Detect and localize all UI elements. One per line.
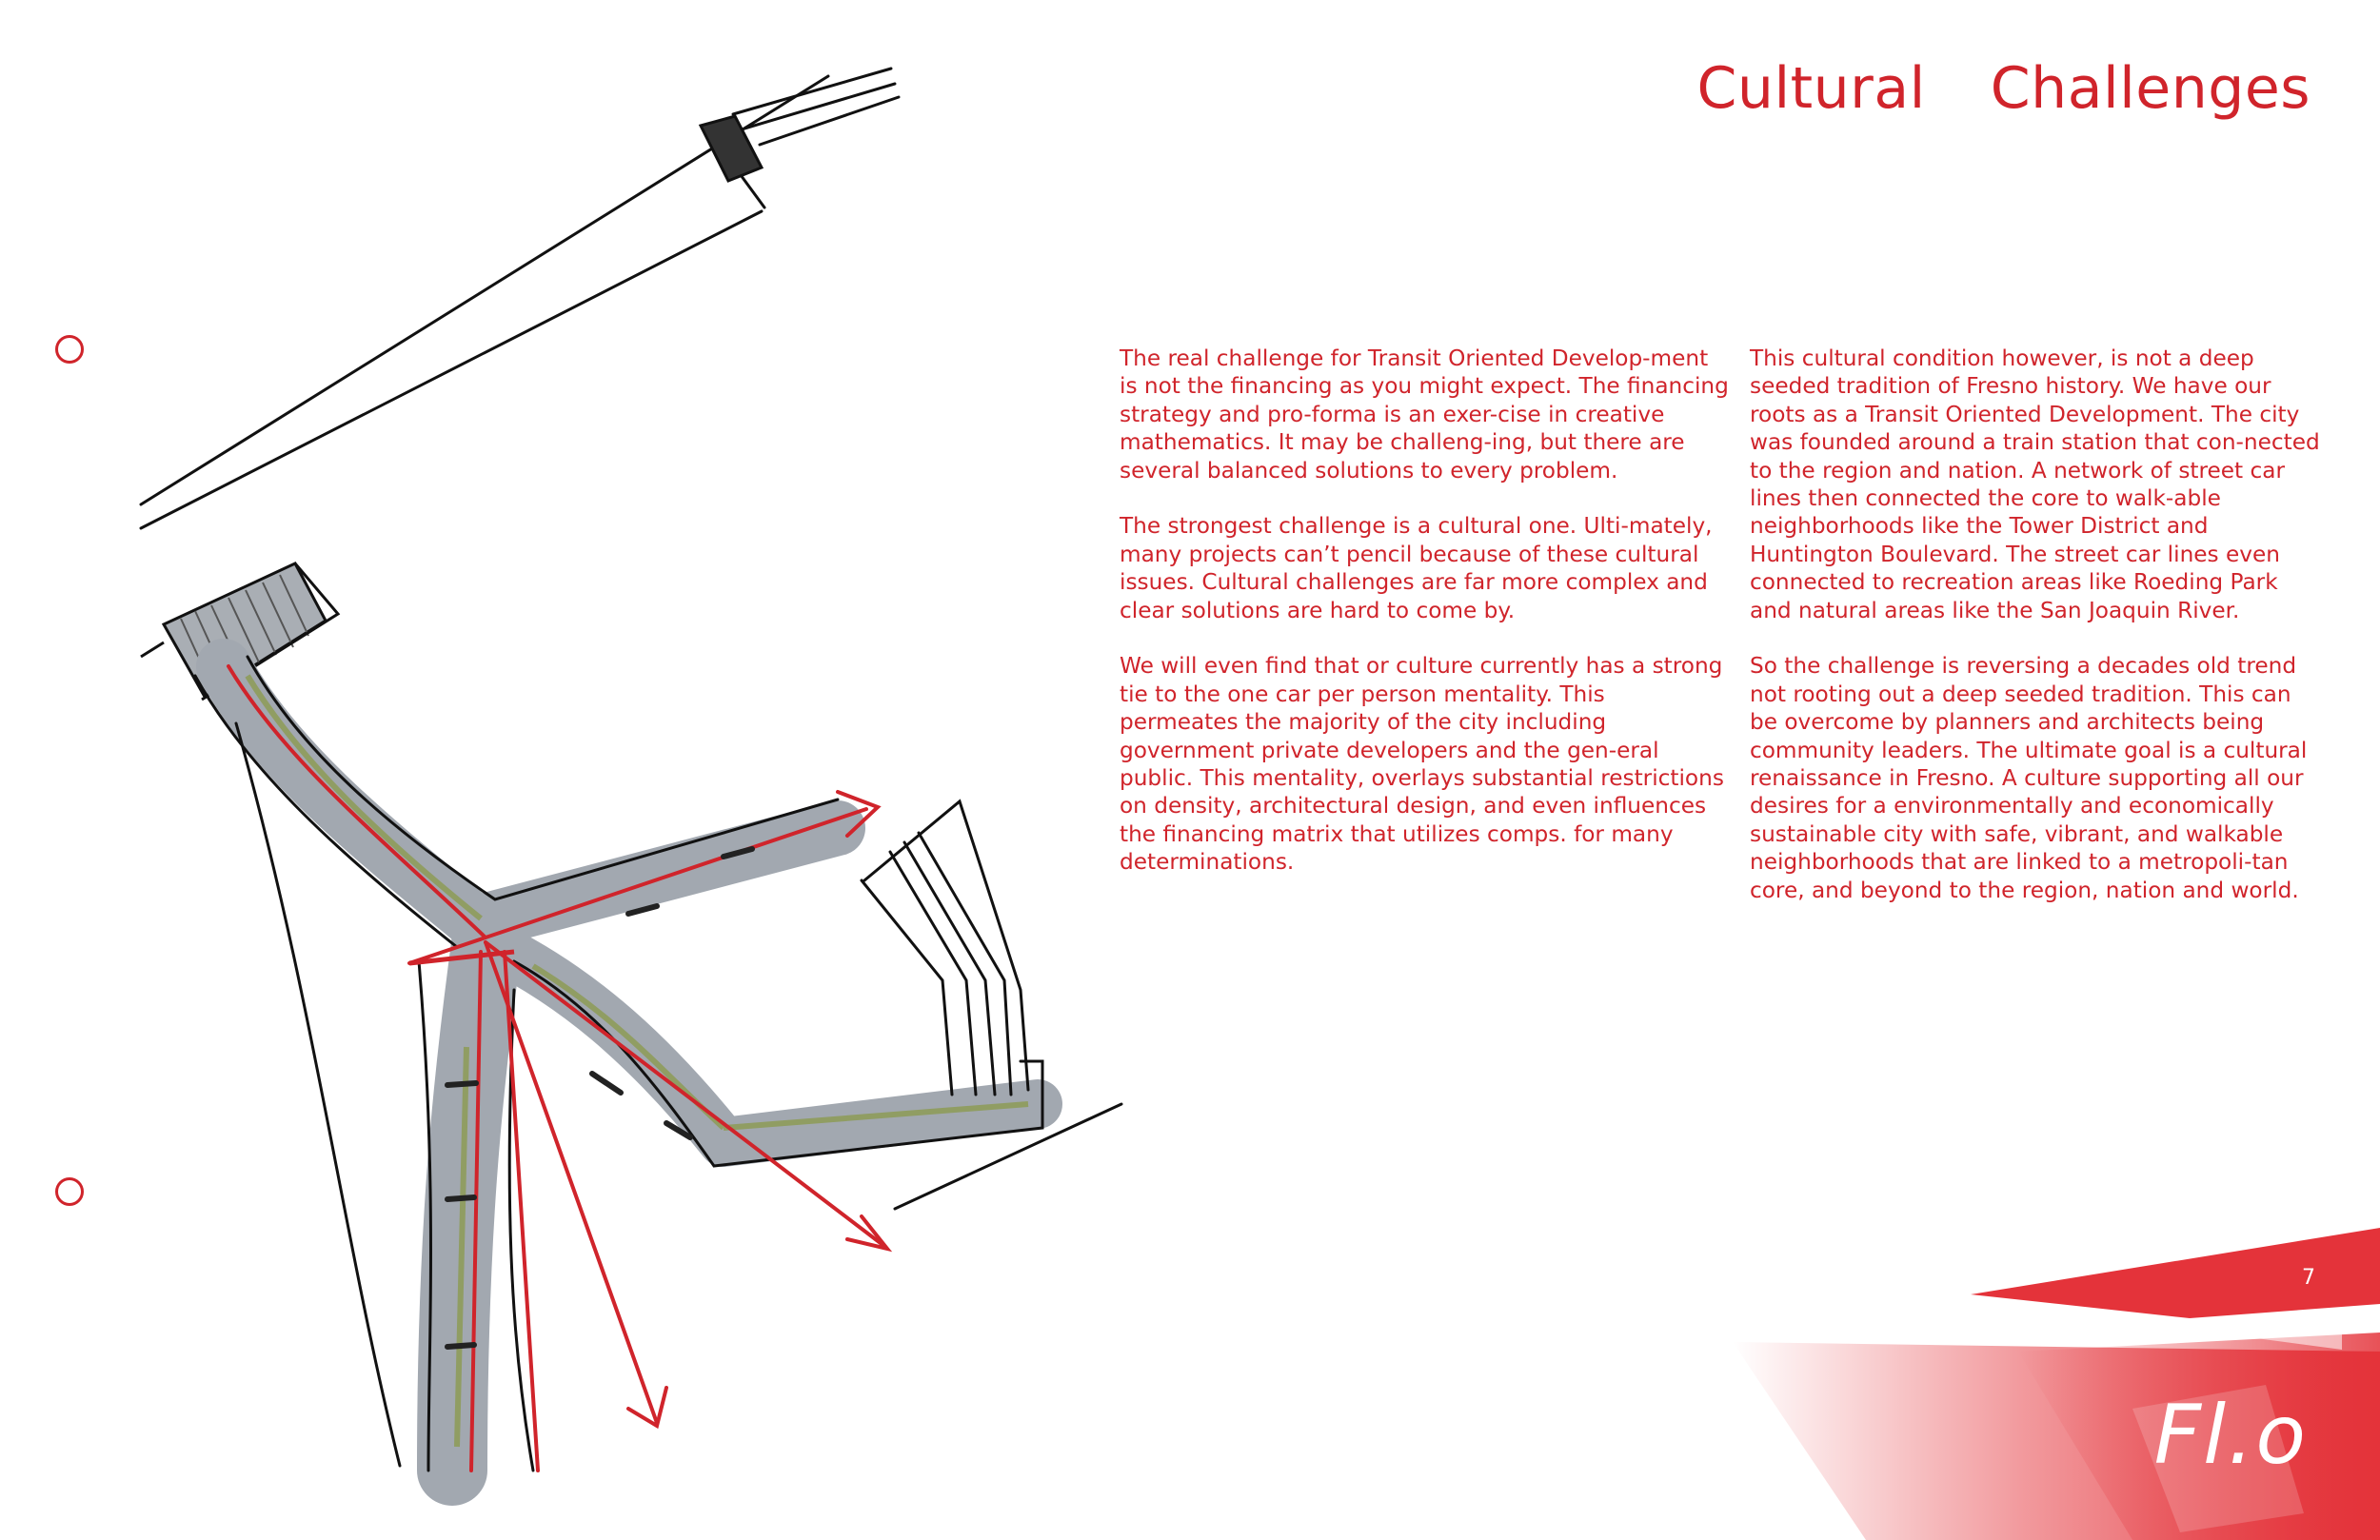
paragraph: The real challenge for Transit Oriented Develop-ment is not the financing as you might expect. The financing strategy and pro-forma is an exer-cise in creative mathematics. It may be challeng-ing, but there are several balanced solutions to every problem. bbox=[1120, 346, 1729, 484]
flo-logo: Fl.o bbox=[2153, 1388, 2308, 1483]
binder-hole-top bbox=[55, 335, 84, 364]
site-sketch-illustration bbox=[0, 0, 1123, 1540]
binder-hole-bottom bbox=[55, 1177, 84, 1206]
page-title bbox=[1697, 55, 2311, 122]
text-column-left bbox=[1120, 345, 1729, 904]
title-word-2: Challenges bbox=[1990, 55, 2311, 122]
paragraph: This cultural condition however, is not a deep seeded tradition of Fresno history. We have our roots as a Transit Oriented Development. The city was founded around a train station that con-nected to the region and nation. A network of street car lines then connected the core to walk-able neighborhoods like the Tower District and Huntington Boulevard. The street car lines even connected to recreation areas like Roeding Park and natural areas like the San Joaquin River. bbox=[1750, 346, 2320, 623]
corner-red-graphic bbox=[1733, 1228, 2380, 1540]
paragraph: So the challenge is reversing a decades old trend not rooting out a deep seeded tradition. This can be overcome by planners and architects being community leaders. The ultimate goal is a cultural renaissance in Fresno. A culture supporting all our desires for a environmentally and economically sustainable city with safe, vibrant, and walkable neighborhoods that are linked to a metropoli-tan core, and beyond to the region, nation and world. bbox=[1750, 653, 2308, 903]
text-column-right bbox=[1750, 345, 2321, 933]
title-word-1: Cultural bbox=[1696, 55, 1926, 122]
paragraph: The strongest challenge is a cultural one. Ulti-mately, many projects can’t pencil because of these cultural issues. Cultural challenges are far more complex and clear solutions are hard to come by. bbox=[1120, 513, 1713, 623]
paragraph: We will even find that or culture currently has a strong tie to the one car per person mentality. This permeates the majority of the city including government private developers and the gen-eral public. This mentality, overlays substantial restrictions on density, architectural design, and even influences the financing matrix that utilizes comps. for many determinations. bbox=[1120, 653, 1724, 876]
page-number: 7 bbox=[2302, 1266, 2315, 1290]
